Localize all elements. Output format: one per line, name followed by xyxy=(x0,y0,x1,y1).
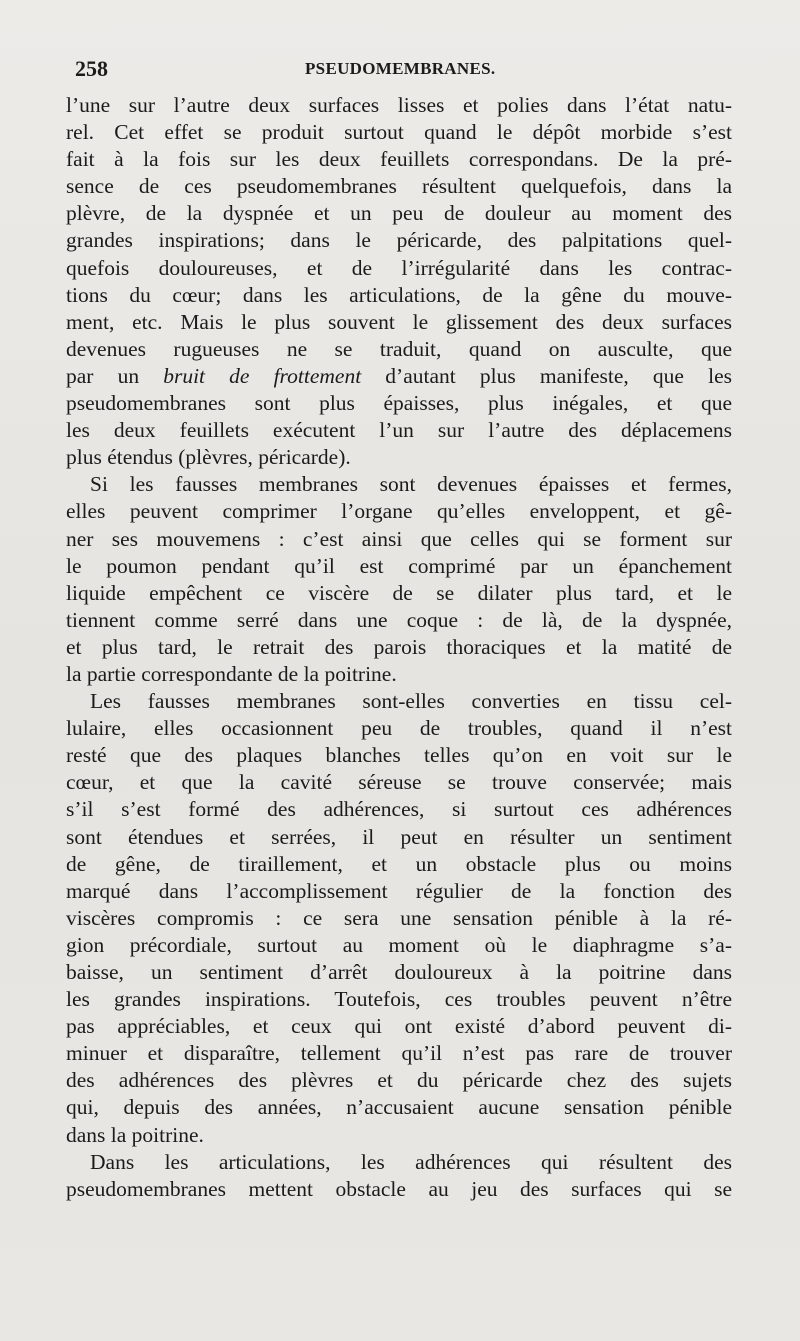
text-line: gion précordiale, surtout au moment où le diaphragme s’a- xyxy=(66,932,732,957)
text-line: devenues rugueuses ne se traduit, quand on ausculte, que xyxy=(66,336,732,361)
text-line: marqué dans l’accomplissement régulier de la fonction des xyxy=(66,878,732,903)
text-line: et plus tard, le retrait des parois thoraciques et la matité de xyxy=(66,634,732,659)
text-line: tions du cœur; dans les articulations, de la gêne du mouve- xyxy=(66,282,732,307)
text-line: plèvre, de la dyspnée et un peu de douleur au moment des xyxy=(66,201,732,226)
page-number: 258 xyxy=(75,56,108,81)
text-line: sont étendues et serrées, il peut en résulter un sentiment xyxy=(66,824,732,849)
text-line: pas appréciables, et ceux qui ont existé d’abord peuvent di- xyxy=(66,1014,732,1039)
text-line: sence de ces pseudomembranes résultent quelquefois, dans la xyxy=(66,174,732,199)
text-line: pseudomembranes sont plus épaisses, plus inégales, et que xyxy=(66,391,732,416)
page-header xyxy=(75,56,733,86)
text-line: Les fausses membranes sont-elles converties en tissu cel- xyxy=(90,689,732,714)
text-line: lulaire, elles occasionnent peu de troubles, quand il n’est xyxy=(66,716,732,741)
text-line: elles peuvent comprimer l’organe qu’elles enveloppent, et gê- xyxy=(66,499,732,524)
text-line: ner ses mouvemens : c’est ainsi que celles qui se forment sur xyxy=(66,526,732,551)
text-segment: d’autant plus manifeste, que les xyxy=(361,363,732,388)
text-line: s’il s’est formé des adhérences, si surtout ces adhérences xyxy=(66,797,732,822)
text-line: plus étendus (plèvres, péricarde). xyxy=(66,445,351,470)
text-segment: par un xyxy=(66,363,164,388)
text-line: viscères compromis : ce sera une sensation pénible à la ré- xyxy=(66,905,732,930)
text-line: pseudomembranes mettent obstacle au jeu des surfaces qui se xyxy=(66,1176,732,1201)
text-line: grandes inspirations; dans le péricarde, des palpitations quel- xyxy=(66,228,732,253)
running-head: PSEUDOMEMBRANES. xyxy=(305,59,496,78)
text-line xyxy=(66,363,732,390)
text-line: minuer et disparaître, tellement qu’il n’est pas rare de trouver xyxy=(66,1041,732,1066)
text-line: les grandes inspirations. Toutefois, ces troubles peuvent n’être xyxy=(66,987,732,1012)
text-line: liquide empêchent ce viscère de se dilater plus tard, et le xyxy=(66,580,732,605)
text-line: qui, depuis des années, n’accusaient aucune sensation pénible xyxy=(66,1095,732,1120)
text-line: le poumon pendant qu’il est comprimé par un épanchement xyxy=(66,553,732,578)
text-line: tiennent comme serré dans une coque : de là, de la dyspnée, xyxy=(66,607,732,632)
text-line: rel. Cet effet se produit surtout quand le dépôt morbide s’est xyxy=(66,120,732,145)
text-line: Si les fausses membranes sont devenues épaisses et fermes, xyxy=(90,472,732,497)
text-line: cœur, et que la cavité séreuse se trouve conservée; mais xyxy=(66,770,732,795)
text-line: dans la poitrine. xyxy=(66,1122,204,1147)
text-line: les deux feuillets exécutent l’un sur l’autre des déplacemens xyxy=(66,418,732,443)
text-line: quefois douloureuses, et de l’irrégularité dans les contrac- xyxy=(66,255,732,280)
text-line: Dans les articulations, les adhérences qui résultent des xyxy=(90,1149,732,1174)
text-line: l’une sur l’autre deux surfaces lisses et polies dans l’état natu- xyxy=(66,93,732,117)
text-line: la partie correspondante de la poitrine. xyxy=(66,661,397,686)
text-line: baisse, un sentiment d’arrêt douloureux à la poitrine dans xyxy=(66,960,732,984)
text-line: resté que des plaques blanches telles qu’on en voit sur le xyxy=(66,743,732,768)
text-line: ment, etc. Mais le plus souvent le glissement des deux surfaces xyxy=(66,309,732,334)
text-line: de gêne, de tiraillement, et un obstacle plus ou moins xyxy=(66,851,732,876)
text-line: des adhérences des plèvres et du péricarde chez des sujets xyxy=(66,1068,732,1093)
italic-term: bruit de frottement xyxy=(163,363,362,388)
text-line: fait à la fois sur les deux feuillets correspondans. De la pré- xyxy=(66,147,732,172)
body-text xyxy=(66,92,732,1203)
